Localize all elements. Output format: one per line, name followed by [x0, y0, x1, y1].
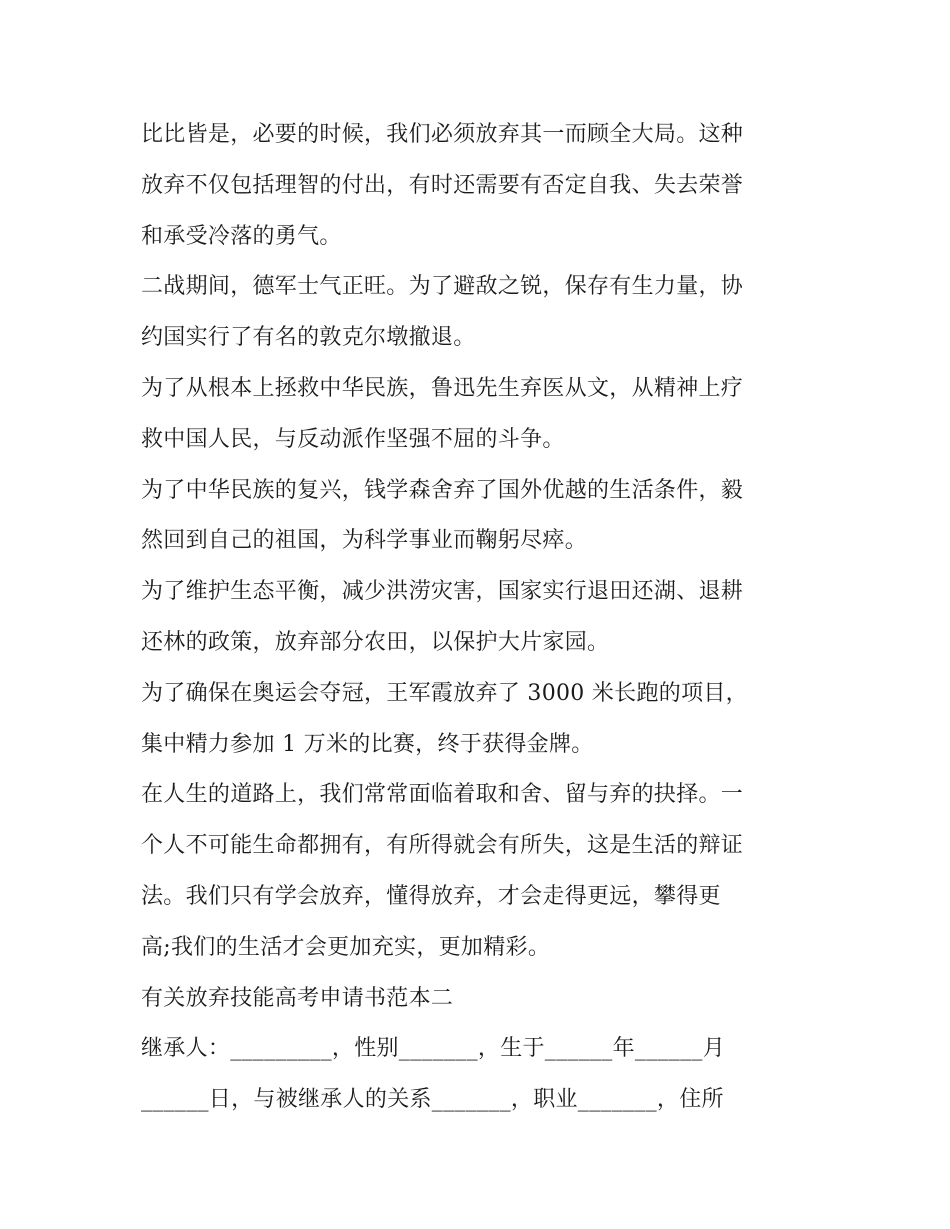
text-line: 约国实行了有名的敦克尔墩撤退。 — [141, 325, 476, 351]
text-line: 救中国人民，与反动派作坚强不屈的斗争。 — [141, 426, 565, 452]
text-line: 然回到自己的祖国，为科学事业而鞠躬尽瘁。 — [141, 528, 588, 554]
section-heading: 有关放弃技能高考申请书范本二 — [141, 985, 454, 1011]
form-line: ______日，与被继承人的关系_______，职业_______，住所 — [141, 1087, 724, 1113]
text-line: 放弃不仅包括理智的付出，有时还需要有否定自我、失去荣誉 — [141, 172, 744, 198]
text-line: 在人生的道路上，我们常常面临着取和舍、留与弃的抉择。一 — [141, 782, 744, 808]
text-line: 高;我们的生活才会更加充实，更加精彩。 — [141, 934, 551, 960]
text-line: 集中精力参加 1 万米的比赛，终于获得金牌。 — [141, 731, 594, 757]
text-line: 为了从根本上拯救中华民族，鲁迅先生弃医从文，从精神上疗 — [141, 375, 744, 401]
text-line: 二战期间，德军士气正旺。为了避敌之锐，保存有生力量，协 — [141, 274, 744, 300]
text-line: 为了确保在奥运会夺冠，王军霞放弃了 3000 米长跑的项目， — [141, 680, 748, 706]
form-line: 继承人：_________，性别_______，生于______年______月 — [141, 1036, 726, 1062]
text-line: 和承受冷落的勇气。 — [141, 223, 342, 249]
text-line: 还林的政策，放弃部分农田，以保护大片家园。 — [141, 629, 610, 655]
document-body — [141, 110, 821, 1126]
text-line: 比比皆是，必要的时候，我们必须放弃其一而顾全大局。这种 — [141, 122, 744, 147]
text-line: 法。我们只有学会放弃，懂得放弃，才会走得更远，攀得更 — [141, 883, 721, 909]
text-line: 为了中华民族的复兴，钱学森舍弃了国外优越的生活条件，毅 — [141, 477, 744, 503]
text-line: 个人不可能生命都拥有，有所得就会有所失，这是生活的辩证 — [141, 833, 744, 859]
text-line: 为了维护生态平衡，减少洪涝灾害，国家实行退田还湖、退耕 — [141, 579, 744, 605]
